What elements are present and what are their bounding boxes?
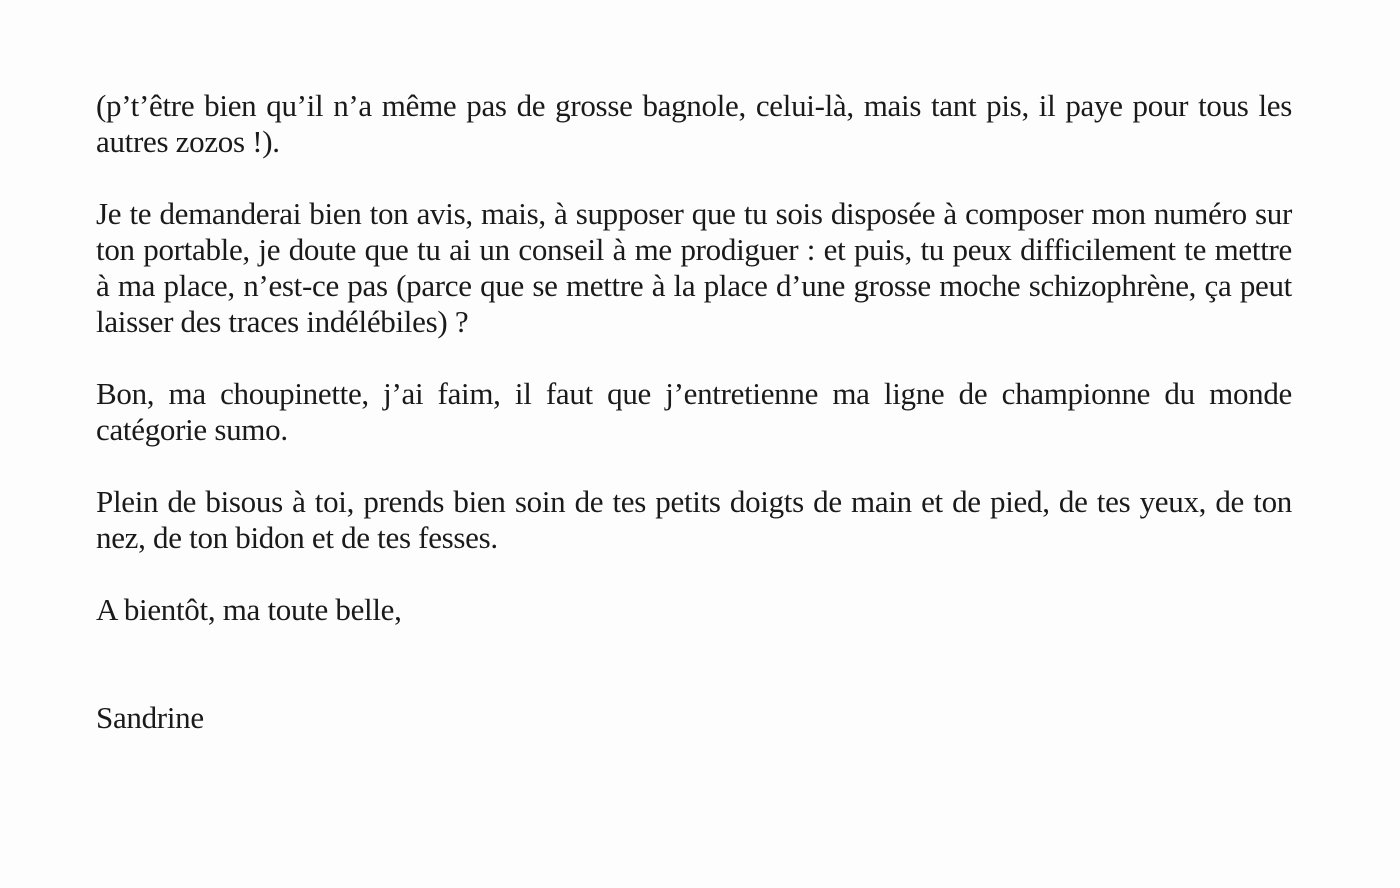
- signature: Sandrine: [96, 700, 204, 735]
- closing-line: A bientôt, ma toute belle,: [96, 592, 402, 627]
- paragraph-3: Bon, ma choupinette, j’ai faim, il faut que j’entretienne ma ligne de championne du monde catégorie sumo.: [96, 376, 1292, 447]
- paragraph-1: (p’t’être bien qu’il n’a même pas de grosse bagnole, celui-là, mais tant pis, il paye pour tous les autres zozos !).: [96, 88, 1292, 159]
- paragraph-4: Plein de bisous à toi, prends bien soin de tes petits doigts de main et de pied, de tes yeux, de ton nez, de ton bidon et de tes fesses.: [96, 484, 1292, 555]
- paragraph-2: Je te demanderai bien ton avis, mais, à supposer que tu sois disposée à composer mon numéro sur ton portable, je doute que tu ai un conseil à me prodiguer : et puis, tu peux difficilement te mettre à ma place, n’est-ce pas (parce que se mettre à la place d’une grosse moche schizophrène, ça peut laisser des traces indélébiles) ?: [96, 196, 1292, 339]
- letter-body: [96, 88, 1292, 772]
